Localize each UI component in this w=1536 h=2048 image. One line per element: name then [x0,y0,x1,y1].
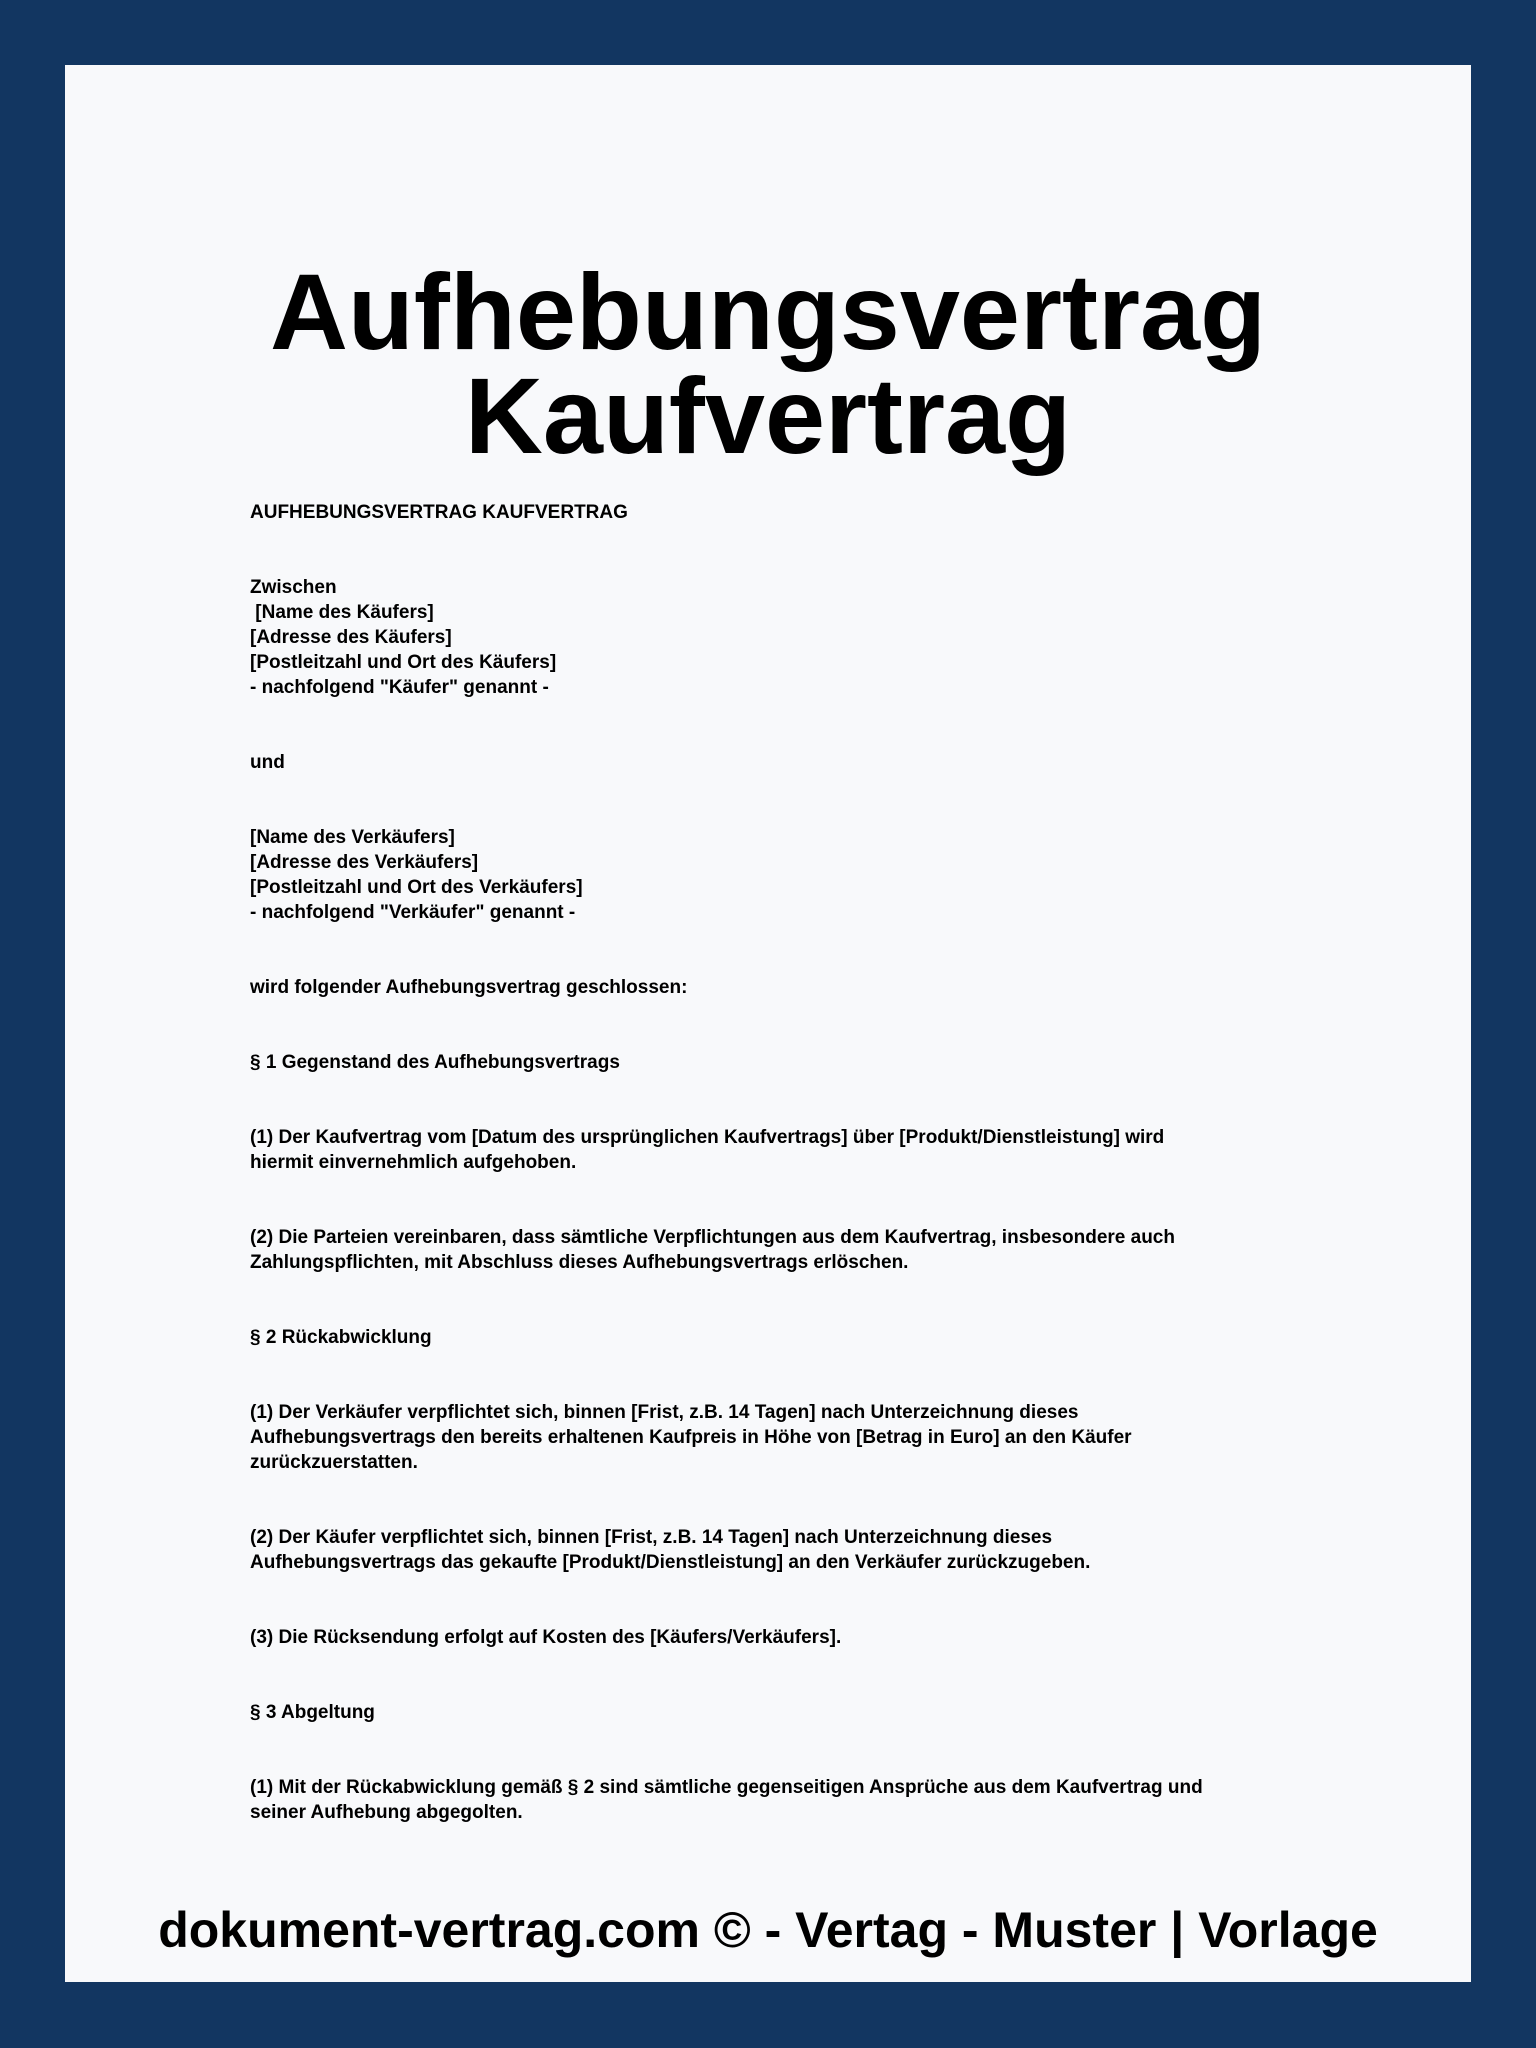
title-line-1: Aufhebungsvertrag [269,251,1267,372]
preamble [250,975,1330,1000]
section-2-paragraph-1 [250,1400,1330,1475]
document-title [65,251,1471,476]
paragraph-line: Aufhebungsvertrags das gekaufte [Produkt/Dienstleistung] an den Verkäufer zurückzugeben. [250,1552,1091,1573]
paragraph-line: (2) Der Käufer verpflichtet sich, binnen [Frist, z.B. 14 Tagen] nach Unterzeichnung dieses [250,1527,1053,1548]
section-1-paragraph-2 [250,1225,1330,1275]
paragraph-line: hiermit einvernehmlich aufgehoben. [250,1152,577,1173]
buyer-address: [Adresse des Käufers] [250,627,452,648]
section-2-heading [250,1325,1330,1350]
seller-block [250,825,1330,925]
section-3-paragraph-1 [250,1775,1330,1825]
preamble-text: wird folgender Aufhebungsvertrag geschlossen: [250,977,688,998]
seller-designation: - nachfolgend "Verkäufer" genannt - [250,902,576,923]
document-page [65,65,1471,1982]
paragraph-line: seiner Aufhebung abgegolten. [250,1802,523,1823]
seller-name: [Name des Verkäufers] [250,827,455,848]
paragraph-line: (1) Der Kaufvertrag vom [Datum des ursprünglichen Kaufvertrags] über [Produkt/Dienstleistung] wird [250,1127,1165,1148]
paragraph-line: (1) Mit der Rückabwicklung gemäß § 2 sind sämtliche gegenseitigen Ansprüche aus dem Kaufvertrag und [250,1777,1203,1798]
buyer-designation: - nachfolgend "Käufer" genannt - [250,677,549,698]
footer-watermark: dokument-vertrag.com © - Vertag - Muster | Vorlage [158,1902,1378,1958]
section-heading: § 3 Abgeltung [250,1702,375,1723]
section-1-paragraph-1 [250,1125,1330,1175]
section-1-heading [250,1050,1330,1075]
paragraph-line: Zahlungspflichten, mit Abschluss dieses Aufhebungsvertrags erlöschen. [250,1252,909,1273]
document-body [250,500,1330,1875]
paragraph-line: (3) Die Rücksendung erfolgt auf Kosten des [Käufers/Verkäufers]. [250,1627,842,1648]
and-block [250,750,1330,775]
section-heading: § 1 Gegenstand des Aufhebungsvertrags [250,1052,620,1073]
buyer-name: [Name des Käufers] [250,602,434,623]
paragraph-line: (1) Der Verkäufer verpflichtet sich, binnen [Frist, z.B. 14 Tagen] nach Unterzeichnung dieses [250,1402,1079,1423]
seller-address: [Adresse des Verkäufers] [250,852,479,873]
seller-city: [Postleitzahl und Ort des Verkäufers] [250,877,583,898]
paragraph-line: (2) Die Parteien vereinbaren, dass sämtliche Verpflichtungen aus dem Kaufvertrag, insbesondere auch [250,1227,1175,1248]
contract-heading [250,500,1330,525]
section-2-paragraph-3 [250,1625,1330,1650]
and-label: und [250,752,285,773]
title-line-2: Kaufvertrag [464,355,1072,476]
paragraph-line: Aufhebungsvertrags den bereits erhaltenen Kaufpreis in Höhe von [Betrag in Euro] an den Käufer [250,1427,1132,1448]
buyer-block [250,575,1330,700]
section-heading: § 2 Rückabwicklung [250,1327,432,1348]
paragraph-line: zurückzuerstatten. [250,1452,418,1473]
section-2-paragraph-2 [250,1525,1330,1575]
buyer-city: [Postleitzahl und Ort des Käufers] [250,652,557,673]
between-label: Zwischen [250,577,337,598]
contract-heading-text: AUFHEBUNGSVERTRAG KAUFVERTRAG [250,502,628,523]
section-3-heading [250,1700,1330,1725]
